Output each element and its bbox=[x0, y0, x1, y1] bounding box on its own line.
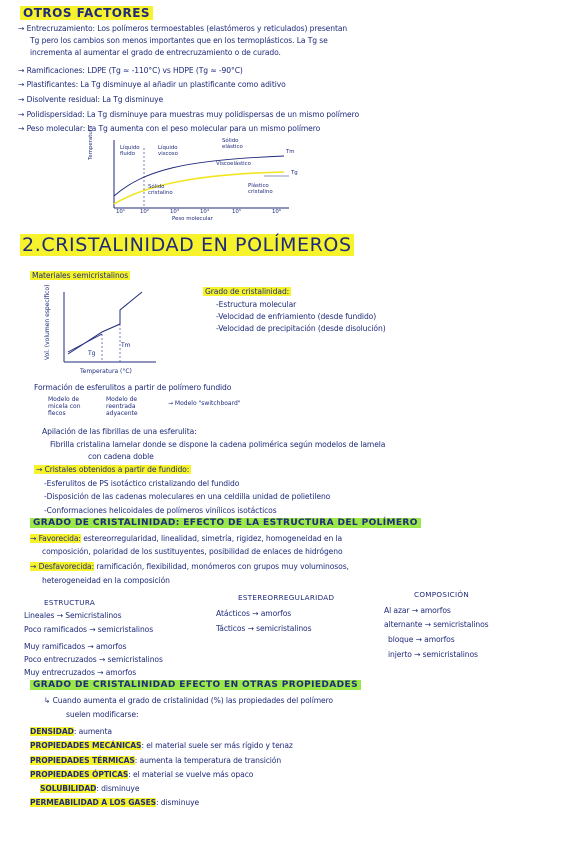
chart1-region: Líquido fluido bbox=[120, 145, 140, 157]
grado-item: -Velocidad de enfriamiento (desde fundido) bbox=[216, 312, 377, 321]
intro-line2: suelen modificarse: bbox=[66, 710, 139, 719]
text-line: → Ramificaciones: LDPE (Tg ≈ -110°C) vs HDPE (Tg ≈ -90°C) bbox=[18, 66, 243, 75]
estructura-item: Poco entrecruzados → semicristalinos bbox=[24, 655, 163, 664]
estructura-item: Muy ramificados → amorfos bbox=[24, 642, 127, 651]
specific-volume-diagram bbox=[40, 286, 160, 374]
cristales-item: -Conformaciones helicoidales de polímeros vinílicos isotácticos bbox=[44, 506, 277, 515]
cristales-title: → Cristales obtenidos a partir de fundido: bbox=[36, 465, 190, 474]
cristales-item: -Disposición de las cadenas moleculares en una celdilla unidad de polietileno bbox=[44, 492, 331, 501]
subheading-semicristalinos: Materiales semicristalinos bbox=[32, 271, 129, 280]
chart1-xtick: 10¹ bbox=[116, 209, 126, 215]
chart1-region: Plástico cristalino bbox=[248, 183, 273, 195]
chart2-ylabel: Vol. (volumen específico) bbox=[44, 284, 51, 360]
favorecida-line2: composición, polaridad de los sustituyentes, posibilidad de enlaces de hidrógeno bbox=[42, 547, 343, 556]
chart2-xlabel: Temperatura (°C) bbox=[80, 368, 132, 375]
model-label: Modelo de reentrada adyacente bbox=[106, 396, 138, 417]
chart1-curve-label: Tm bbox=[286, 149, 295, 155]
apilacion-line: con cadena doble bbox=[88, 452, 154, 461]
section-title-otras-propiedades: GRADO DE CRISTALINIDAD EFECTO EN OTRAS PROPIEDADES bbox=[30, 680, 361, 690]
section-title-otros-factores: OTROS FACTORES bbox=[20, 6, 153, 20]
composicion-item: Al azar → amorfos bbox=[384, 606, 451, 615]
text-line: → Polidispersidad: La Tg disminuye para muestras muy polidispersas de un mismo polímero bbox=[18, 110, 359, 119]
chart1-region: Sólido cristalino bbox=[148, 184, 173, 196]
composicion-item: bloque → amorfos bbox=[388, 635, 455, 644]
chart1-ylabel: Temperatura bbox=[88, 125, 94, 160]
col-title-estereorregularidad: ESTEREORREGULARIDAD bbox=[238, 593, 335, 602]
intro-line: ↳ Cuando aumenta el grado de cristalinidad (%) las propiedades del polímero bbox=[44, 696, 333, 705]
apilacion-line: Fibrilla cristalina lamelar donde se dispone la cadena polimérica según modelos de lamela bbox=[50, 440, 386, 449]
text-line: → Plastificantes: La Tg disminuye al añadir un plastificante como aditivo bbox=[18, 80, 286, 89]
text-line: → Disolvente residual: La Tg disminuye bbox=[18, 95, 164, 104]
model-label: Modelo de micela con flecos bbox=[48, 396, 81, 417]
prop-opticas: PROPIEDADES ÓPTICAS: el material se vuelve más opaco bbox=[30, 770, 254, 779]
col-title-composicion: COMPOSICIÓN bbox=[414, 590, 470, 599]
prop-termicas: PROPIEDADES TÉRMICAS: aumenta la temperatura de transición bbox=[30, 756, 282, 765]
model-label: → Modelo "switchboard" bbox=[168, 400, 241, 407]
section-title-cristalinidad: 2.CRISTALINIDAD EN POLÍMEROS bbox=[22, 234, 352, 256]
favorecida-line: → Favorecida: estereorregularidad, linealidad, simetría, rigidez, homogeneidad en la bbox=[30, 534, 343, 543]
chart1-curve-label: Tg bbox=[291, 170, 298, 176]
prop-permeabilidad: PERMEABILIDAD A LOS GASES: disminuye bbox=[30, 798, 200, 807]
desfavorecida-line2: heterogeneidad en la composición bbox=[42, 576, 170, 585]
text-line: → Peso molecular: La Tg aumenta con el peso molecular para un mismo polímero bbox=[18, 124, 321, 133]
formacion-title: Formación de esferulitos a partir de polímero fundido bbox=[34, 383, 232, 392]
prop-solubilidad: SOLUBILIDAD: disminuye bbox=[40, 784, 140, 793]
chart2-tm-label: Tm bbox=[121, 342, 131, 349]
text-line: incrementa al aumentar el grado de entrecruzamiento o de curado. bbox=[30, 48, 281, 57]
chart1-region: Líquido viscoso bbox=[158, 145, 178, 157]
section-title-estructura: GRADO DE CRISTALINIDAD: EFECTO DE LA ESTRUCTURA DEL POLÍMERO bbox=[30, 518, 421, 528]
estructura-item: Lineales → Semicristalinos bbox=[24, 611, 122, 620]
prop-densidad: DENSIDAD: aumenta bbox=[30, 727, 112, 736]
grado-item: -Velocidad de precipitación (desde disolución) bbox=[216, 324, 386, 333]
apilacion-line: Apilación de las fibrillas de una esferulita: bbox=[42, 427, 197, 436]
chart1-xlabel: Peso molecular bbox=[172, 216, 213, 222]
chart1-xtick: 10³ bbox=[170, 209, 180, 215]
chart1-xtick: 10⁴ bbox=[200, 209, 210, 215]
estereo-item: Atácticos → amorfos bbox=[216, 609, 292, 618]
composicion-item: alternante → semicristalinos bbox=[384, 620, 489, 629]
cristales-item: -Esferulitos de PS isotáctico cristalizando del fundido bbox=[44, 479, 240, 488]
chart1-region: Viscoelástico bbox=[216, 161, 251, 167]
chart1-xtick: 10⁵ bbox=[232, 209, 242, 215]
chart1-region: Sólido elástico bbox=[222, 138, 243, 150]
chart1-xtick: 10⁶ bbox=[272, 209, 282, 215]
estructura-item: Poco ramificados → semicristalinos bbox=[24, 625, 154, 634]
estereo-item: Tácticos → semicristalinos bbox=[216, 624, 312, 633]
desfavorecida-line: → Desfavorecida: ramificación, flexibilidad, monómeros con grupos muy voluminosos, bbox=[30, 562, 349, 571]
grado-title: Grado de cristalinidad: bbox=[205, 287, 290, 296]
chart1-xtick: 10² bbox=[140, 209, 150, 215]
col-title-estructura: ESTRUCTURA bbox=[44, 598, 96, 607]
chart2-tg-label: Tg bbox=[88, 350, 96, 357]
text-line: → Entrecruzamiento: Los polímeros termoestables (elastómeros y reticulados) presentan bbox=[18, 24, 348, 33]
grado-item: -Estructura molecular bbox=[216, 300, 297, 309]
prop-mecanicas: PROPIEDADES MECÁNICAS: el material suele ser más rígido y tenaz bbox=[30, 741, 293, 750]
text-line: Tg pero los cambios son menos importantes que en los termoplásticos. La Tg se bbox=[30, 36, 328, 45]
estructura-item: Muy entrecruzados → amorfos bbox=[24, 668, 137, 677]
composicion-item: injerto → semicristalinos bbox=[388, 650, 478, 659]
